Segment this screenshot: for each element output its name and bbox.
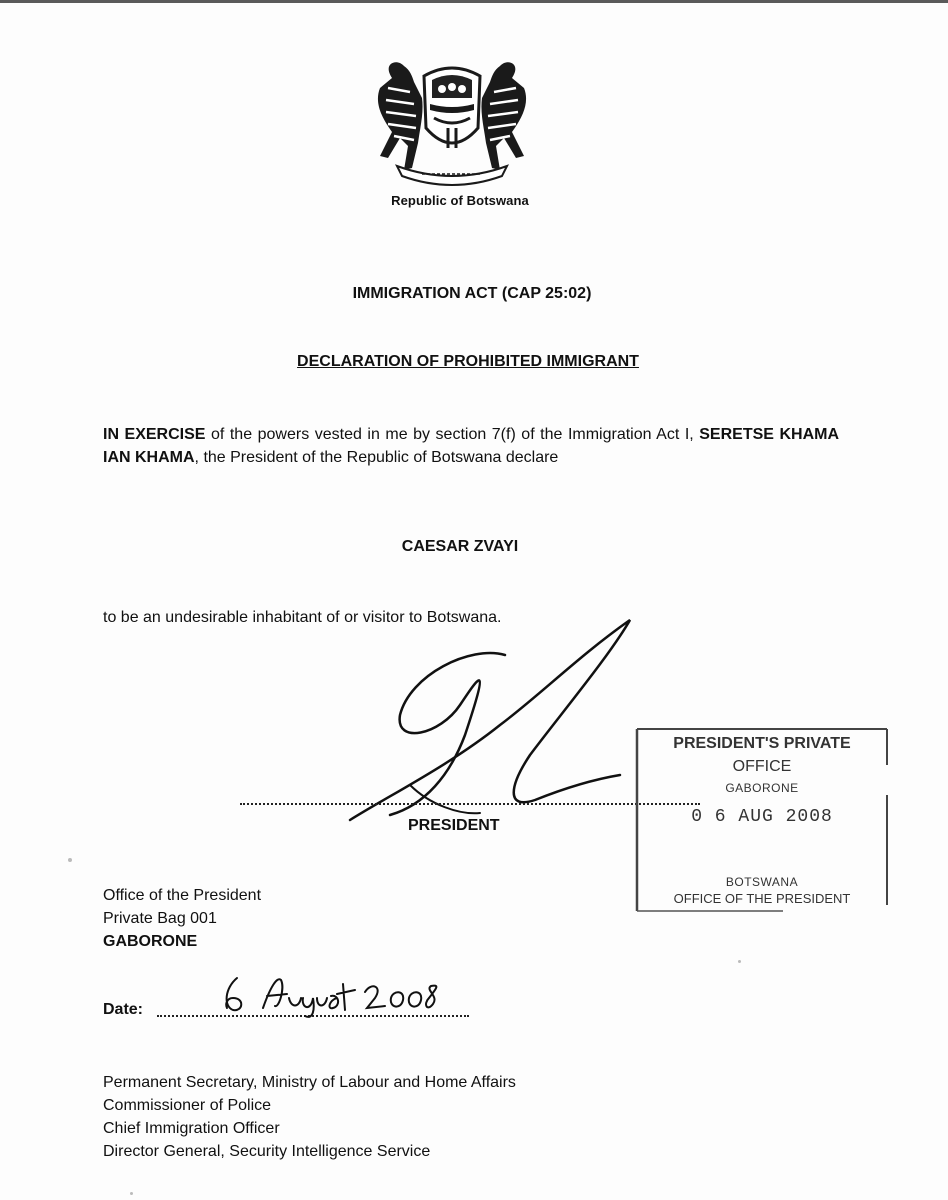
scan-speck (68, 858, 72, 862)
signature-icon (330, 615, 640, 835)
president-name: SERETSE KHAMA IAN KHAMA (103, 426, 840, 466)
stamp-date: 0 6 AUG 2008 (691, 807, 833, 827)
coat-of-arms-icon (352, 58, 552, 188)
address-line-1: Office of the President (103, 887, 262, 904)
address-line-2: Private Bag 001 (103, 910, 217, 927)
signature-line (240, 803, 700, 805)
distribution-list (103, 1071, 516, 1163)
stamp-line-3: GABORONE (725, 781, 799, 795)
top-border (0, 0, 948, 3)
lead-phrase: IN EXERCISE (103, 426, 206, 443)
scan-speck (738, 960, 741, 963)
emblem-caption: Republic of Botswana (391, 193, 529, 208)
distribution-item: Commissioner of Police (103, 1097, 272, 1114)
handwritten-date-icon (215, 968, 465, 1018)
declared-person-name: CAESAR ZVAYI (401, 538, 519, 555)
office-stamp (633, 725, 891, 915)
date-label: Date: (103, 1001, 144, 1018)
address-line-3: GABORONE (103, 933, 198, 950)
declaration-paragraph (103, 423, 839, 469)
distribution-item: Director General, Security Intelligence Service (103, 1143, 431, 1160)
sender-address (103, 884, 261, 953)
stamp-line-2: OFFICE (732, 758, 792, 775)
paragraph-text-2: , the President of the Republic of Botswana declare (194, 449, 559, 466)
act-title: IMMIGRATION ACT (CAP 25:02) (352, 285, 592, 302)
stamp-line-6: OFFICE OF THE PRESIDENT (673, 891, 851, 906)
scan-speck (130, 1192, 133, 1195)
signature-label: PRESIDENT (408, 817, 500, 834)
document-heading: DECLARATION OF PROHIBITED IMMIGRANT (297, 353, 639, 370)
distribution-item: Permanent Secretary, Ministry of Labour and Home Affairs (103, 1074, 516, 1091)
paragraph-text-1: of the powers vested in me by section 7(f) of the Immigration Act I, (205, 426, 700, 443)
distribution-item: Chief Immigration Officer (103, 1120, 280, 1137)
undesirable-statement: to be an undesirable inhabitant of or visitor to Botswana. (103, 609, 502, 626)
stamp-line-1: PRESIDENT'S PRIVATE (673, 735, 851, 752)
stamp-line-5: BOTSWANA (725, 875, 799, 889)
